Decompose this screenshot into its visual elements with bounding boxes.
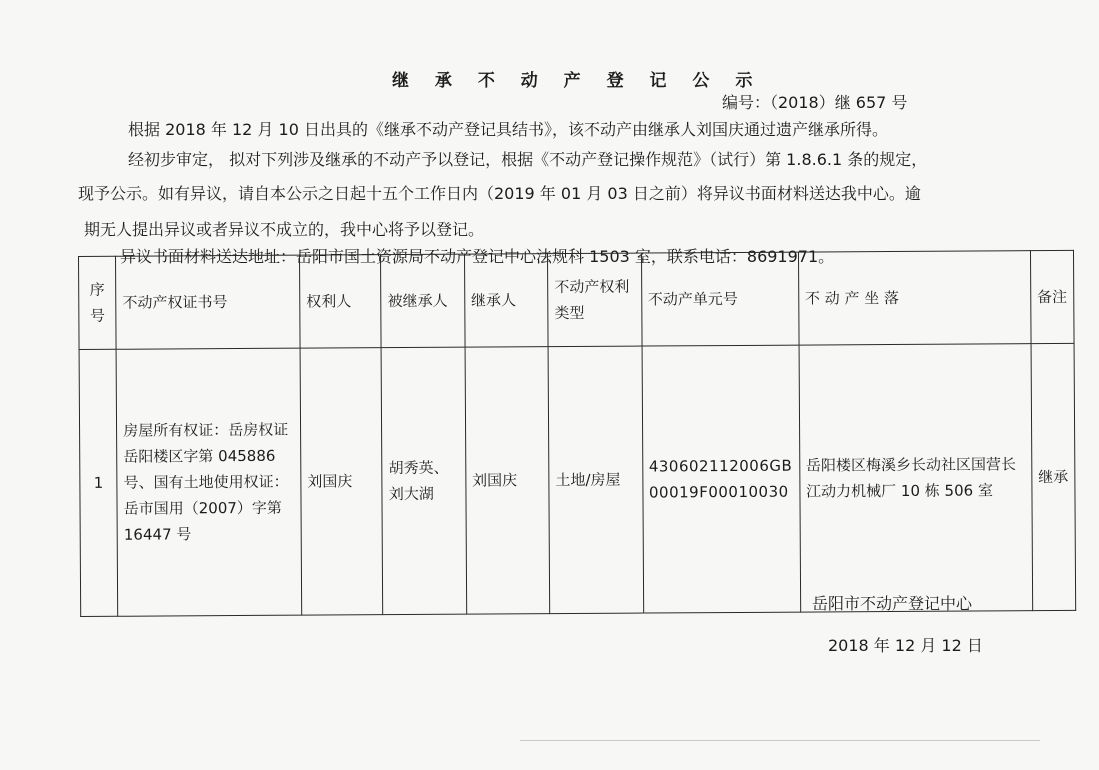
cell-unit-no: [642, 345, 801, 613]
unit-no-line-1: 430602112006GB: [648, 456, 793, 476]
cell-cert: 房屋所有权证：岳房权证岳阳楼区字第 045886 号、国有土地使用权证：岳市国用（2007）字第 16447 号: [116, 348, 301, 616]
table-header-row: [79, 250, 1075, 349]
issuer: 岳阳市不动产登记中心: [812, 594, 973, 613]
scan-fold-line: [520, 740, 1040, 741]
header-seq: 序号: [79, 256, 117, 349]
header-owner: 权利人: [299, 255, 381, 348]
paragraph-3: 现予公示。如有异议，请自本公示之日起十五个工作日内（2019 年 01 月 03 日之前）将异议书面材料送达我中心。逾: [78, 184, 921, 203]
cell-seq: 1: [79, 349, 118, 616]
objection-address: 异议书面材料送达地址：岳阳市国土资源局不动产登记中心法规科 1503 室，联系电话：8691971。: [120, 247, 835, 266]
header-cert: 不动产权证书号: [116, 255, 300, 349]
table-row: [79, 343, 1076, 616]
header-decedent: 被继承人: [381, 254, 465, 348]
paragraph-4: 期无人提出异议或者异议不成立的，我中心将予以登记。: [84, 220, 485, 239]
header-note: 备注: [1030, 250, 1074, 343]
unit-no-line-2: 00019F00010030: [648, 482, 789, 502]
registration-table: [78, 250, 1076, 617]
paragraph-1: 根据 2018 年 12 月 10 日出具的《继承不动产登记具结书》，该不动产由继承人刘国庆通过遗产继承所得。: [128, 120, 888, 139]
header-heir: 继承人: [464, 254, 548, 348]
header-right-type: 不动产权利类型: [548, 253, 642, 347]
cell-note: 继承: [1031, 343, 1076, 610]
cell-location: 岳阳楼区梅溪乡长动社区国营长江动力机械厂 10 栋 506 室: [799, 344, 1033, 612]
issue-date: 2018 年 12 月 12 日: [828, 636, 983, 655]
cell-decedent: 胡秀英、刘大湖: [381, 347, 466, 615]
header-unit-no: 不动产单元号: [641, 252, 799, 346]
cell-heir: 刘国庆: [465, 347, 550, 615]
header-location: 不 动 产 坐 落: [798, 251, 1031, 345]
page-title: 继 承 不 动 产 登 记 公 示: [392, 71, 763, 91]
cell-owner: 刘国庆: [300, 348, 383, 615]
document-number: 编号：（2018）继 657 号: [722, 93, 908, 112]
cell-right-type: 土地/房屋: [548, 346, 643, 614]
paragraph-2: 经初步审定， 拟对下列涉及继承的不动产予以登记，根据《不动产登记操作规范》（试行）第 1.8.6.1 条的规定，: [128, 150, 928, 169]
